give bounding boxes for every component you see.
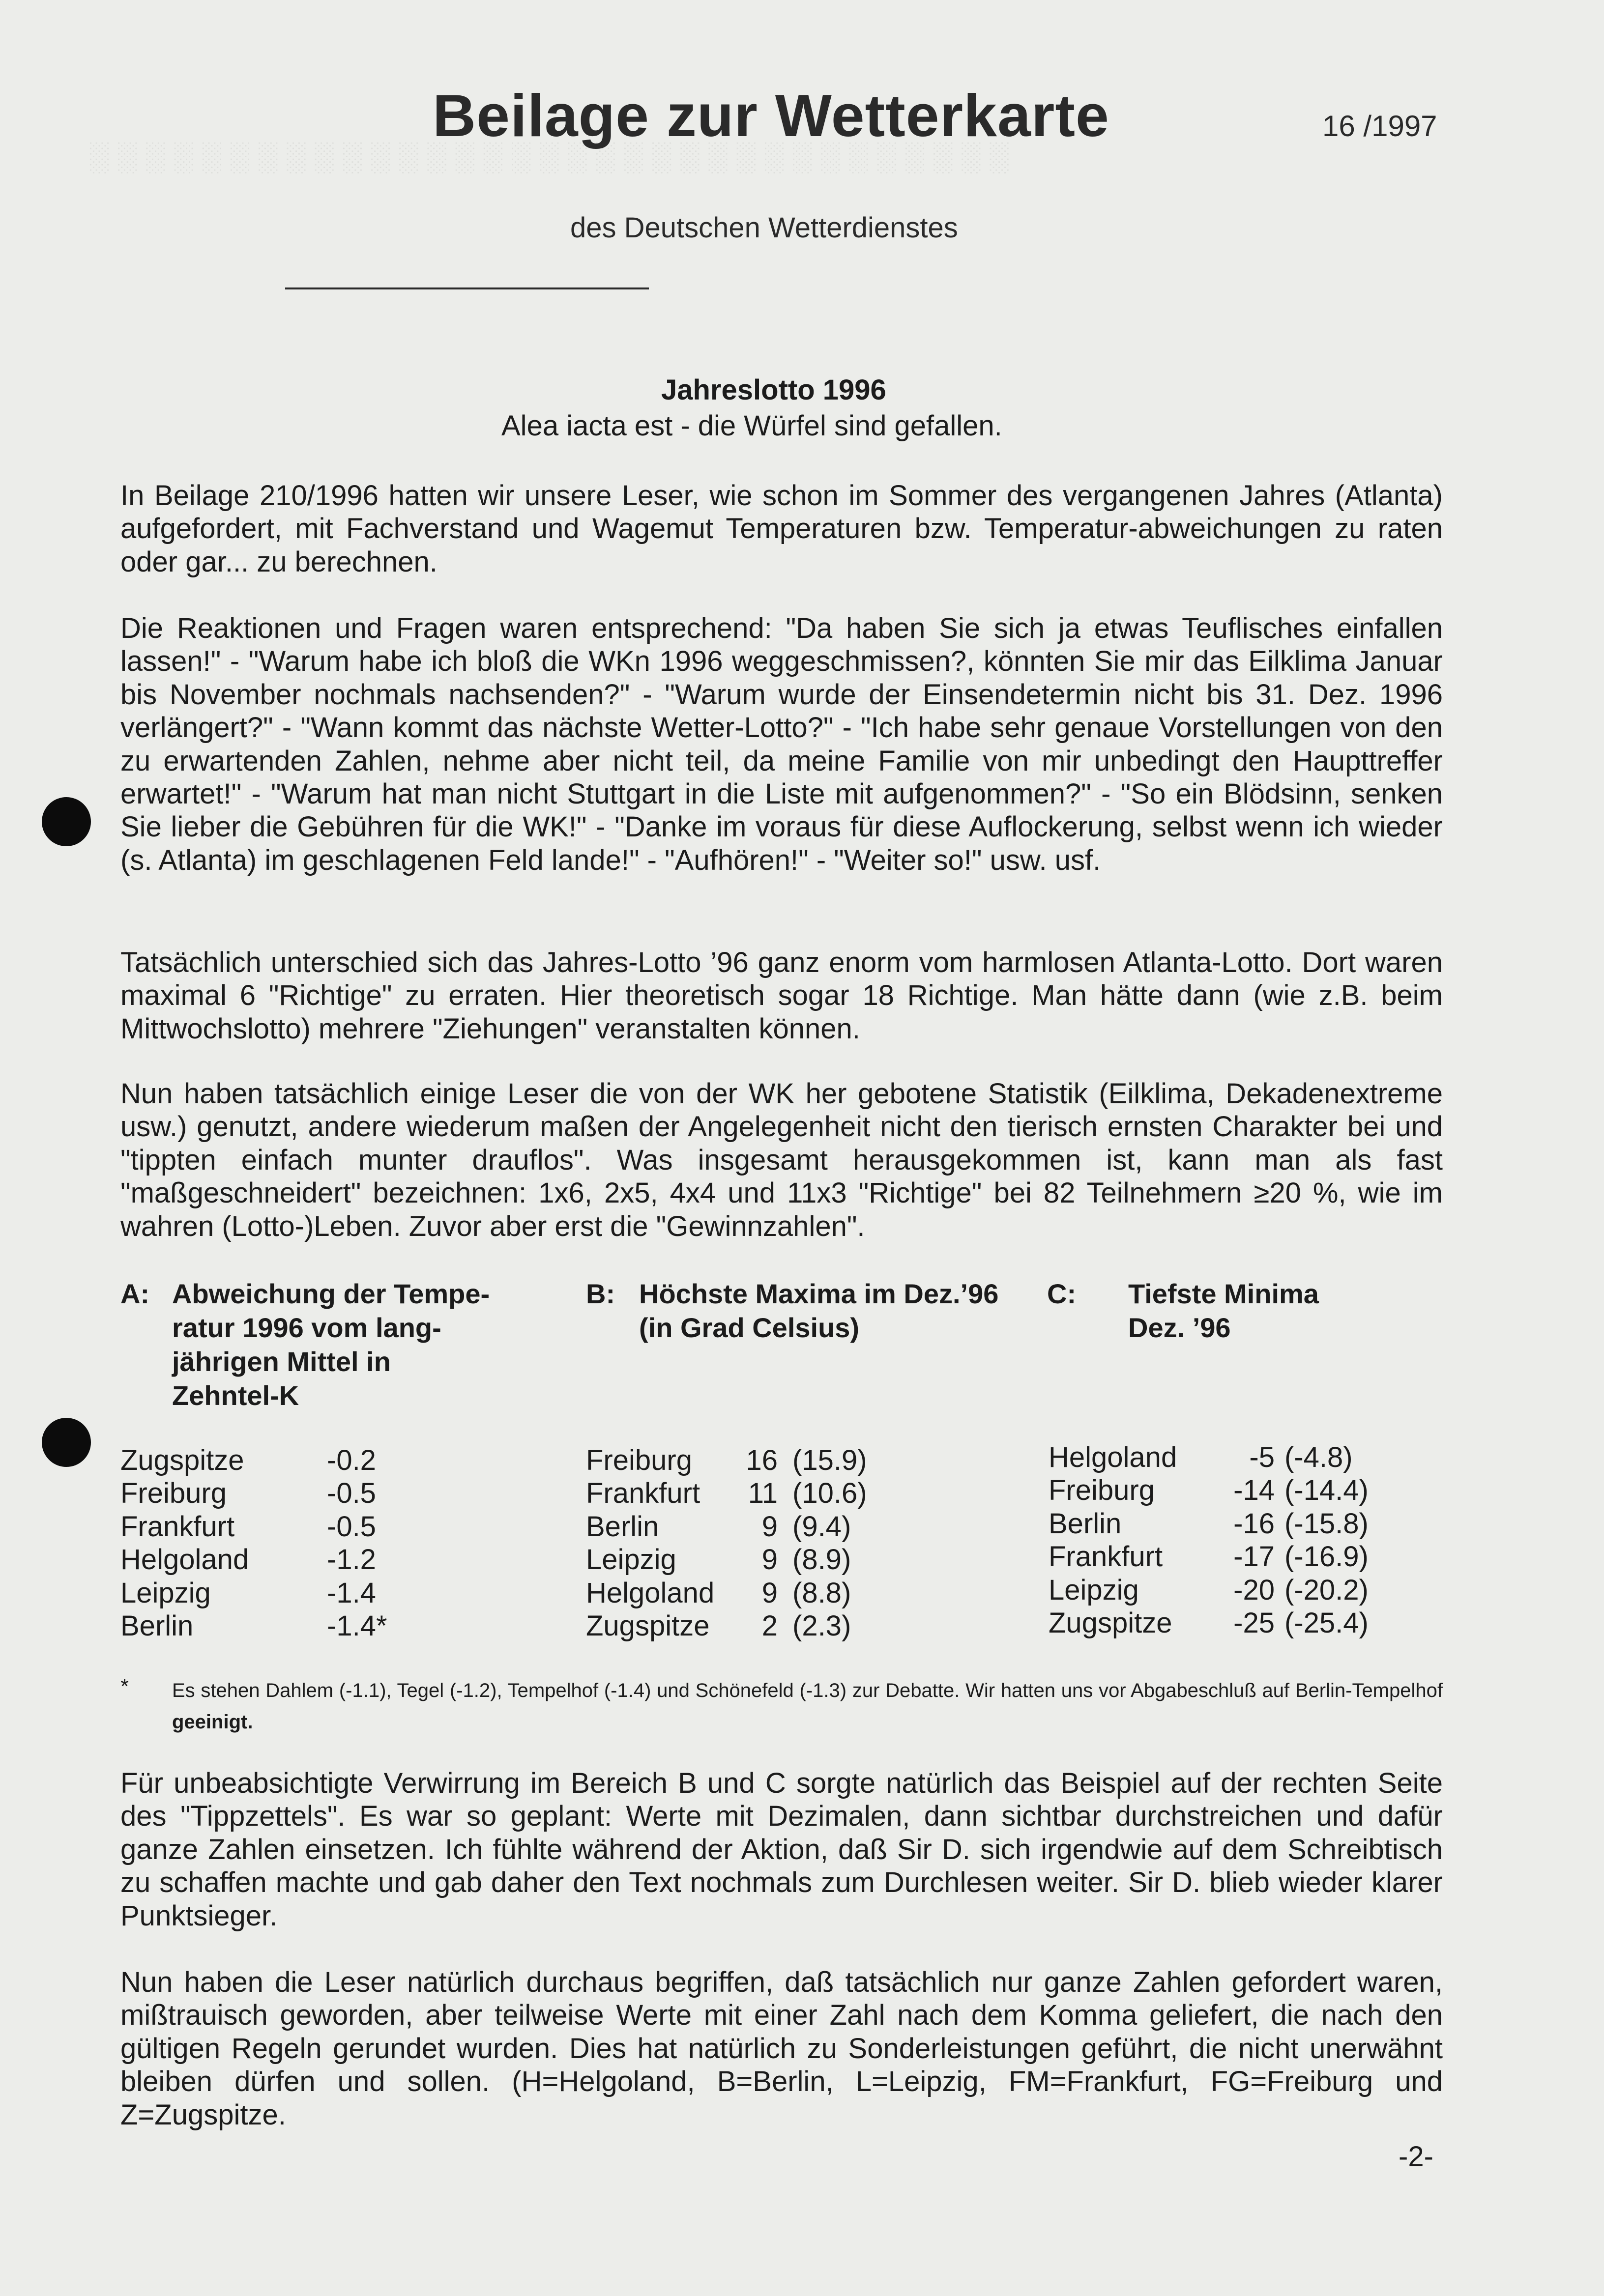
- station-name: Freiburg: [120, 1477, 227, 1510]
- table-a-title-line: Abweichung der Tempe-: [172, 1278, 490, 1309]
- table-row: [1049, 1474, 1369, 1507]
- table-b-title-line: (in Grad Celsius): [639, 1312, 860, 1343]
- station-name: Helgoland: [120, 1544, 249, 1576]
- footnote-marker: *: [120, 1674, 129, 1698]
- table-b-title: [639, 1277, 1072, 1345]
- article-tagline: Alea iacta est - die Würfel sind gefallen.: [501, 410, 1002, 442]
- table-row: [586, 1477, 867, 1510]
- table-row: [120, 1577, 387, 1609]
- table-a-title-line: ratur 1996 vom lang-: [172, 1312, 441, 1343]
- deviation-value: -1.2: [327, 1544, 376, 1576]
- footnote-bold: geeinigt.: [172, 1711, 253, 1733]
- table-row: [586, 1543, 867, 1576]
- table-a-body: [120, 1444, 387, 1642]
- table-row: [1049, 1540, 1369, 1573]
- page-title: Beilage zur Wetterkarte: [433, 82, 1109, 149]
- rounded-value: -14: [1233, 1474, 1275, 1507]
- rounded-value: -25: [1233, 1607, 1275, 1639]
- rounded-value: 9: [761, 1544, 778, 1576]
- table-row: [586, 1510, 867, 1543]
- show-through-texture: ░ ░ ░ ░ ░ ░ ░ ░ ░ ░ ░ ░ ░ ░ ░ ░ ░ ░ ░ ░ ░ ░ ░ ░ ░ ░ ░ ░ ░ ░ ░ ░ ░: [88, 141, 1009, 172]
- station-name: Zugspitze: [1049, 1607, 1172, 1639]
- table-b-body: [586, 1444, 867, 1642]
- rounded-value: -16: [1233, 1507, 1275, 1540]
- deviation-value: -0.5: [327, 1477, 376, 1510]
- footnote-text: [172, 1675, 1443, 1738]
- station-name: Frankfurt: [120, 1510, 235, 1543]
- rounded-value: 9: [761, 1577, 778, 1609]
- exact-value: (-15.8): [1284, 1507, 1369, 1540]
- deviation-value: -0.5: [327, 1510, 376, 1543]
- deviation-value: -1.4*: [327, 1610, 387, 1642]
- table-row: [1049, 1607, 1369, 1639]
- exact-value: (8.8): [792, 1577, 851, 1609]
- table-row: [1049, 1574, 1369, 1607]
- table-row: [586, 1444, 867, 1477]
- paragraph-reactions: Die Reaktionen und Fragen waren entsprechend: "Da haben Sie sich ja etwas Teuflisches einfallen lassen!" - "Warum habe ich bloß die WKn 1996 weggeschmissen?, könnten Sie mir das Eilklima Januar bis November nochmals nachsenden?" - "Warum wurde der Einsendetermin nicht bis 31. Dez. 1996 verlängert?" - "Wann kommt das nächste Wetter-Lotto?" - "Ich habe sehr genaue Vorstellungen von den zu erwartenden Zahlen, nehme aber nicht teil, da meine Familie von mir unbedingt den Haupttreffer erwartet!" - "Warum hat man nicht Stuttgart in die Liste mit aufgenommen?" - "So ein Blödsinn, senken Sie lieber die Gebühren für die WK!" - "Danke im voraus für diese Auflockerung, selbst wenn ich wieder (s. Atlanta) im geschlagenen Feld lande!" - "Aufhören!" - "Weiter so!" usw. usf.: [120, 612, 1443, 876]
- article-heading: Jahreslotto 1996: [661, 374, 886, 406]
- rounded-value: -20: [1233, 1574, 1275, 1606]
- table-row: [120, 1444, 387, 1477]
- table-a-title: [172, 1277, 546, 1412]
- exact-value: (2.3): [792, 1610, 851, 1642]
- rounded-value: 11: [748, 1477, 778, 1510]
- table-c-title: [1128, 1277, 1423, 1345]
- table-a-title-line: Zehntel-K: [172, 1380, 299, 1411]
- page-number: -2-: [1399, 2141, 1433, 2173]
- station-name: Freiburg: [1049, 1474, 1155, 1507]
- station-name: Helgoland: [586, 1577, 715, 1609]
- table-a-letter: A:: [120, 1278, 150, 1309]
- station-name: Frankfurt: [1049, 1541, 1163, 1573]
- exact-value: (9.4): [792, 1510, 851, 1543]
- table-row: [586, 1609, 867, 1642]
- table-row: [120, 1543, 387, 1576]
- station-name: Helgoland: [1049, 1441, 1177, 1473]
- table-b-letter: B:: [586, 1278, 615, 1309]
- exact-value: (-14.4): [1284, 1474, 1369, 1507]
- publisher-subtitle: des Deutschen Wetterdienstes: [570, 212, 958, 244]
- paragraph-intro: In Beilage 210/1996 hatten wir unsere Leser, wie schon im Sommer des vergangenen Jahres (Atlanta) aufgefordert, mit Fachverstand und Wagemut Temperaturen bzw. Temperatur-abweichungen zu raten oder gar... zu berechnen.: [120, 480, 1443, 578]
- paragraph-confusion: Für unbeabsichtigte Verwirrung im Bereich B und C sorgte natürlich das Beispiel auf der rechten Seite des "Tippzettels". Es war so geplant: Werte mit Dezimalen, dann sichtbar durchstreichen und dafür ganze Zahlen einsetzen. Ich fühlte während der Aktion, daß Sir D. sich irgendwie auf dem Schreibtisch zu schaffen machte und gab daher den Text nochmals zum Durchlesen weiter. Sir D. blieb wieder klarer Punktsieger.: [120, 1767, 1443, 1932]
- station-name: Berlin: [120, 1610, 194, 1642]
- table-c-title-line: Tiefste Minima: [1128, 1278, 1319, 1309]
- rounded-value: 2: [761, 1610, 778, 1642]
- exact-value: (15.9): [792, 1444, 867, 1476]
- station-name: Leipzig: [586, 1544, 676, 1576]
- table-c-title-line: Dez. ’96: [1128, 1312, 1231, 1343]
- deviation-value: -1.4: [327, 1577, 376, 1609]
- exact-value: (10.6): [792, 1477, 867, 1510]
- table-row: [120, 1510, 387, 1543]
- header-divider: [285, 287, 644, 289]
- station-name: Leipzig: [120, 1577, 211, 1609]
- paragraph-rounding: Nun haben die Leser natürlich durchaus begriffen, daß tatsächlich nur ganze Zahlen gefordert waren, mißtrauisch geworden, aber teilweise Werte mit einer Zahl nach dem Komma geliefert, die nach den gültigen Regeln gerundet wurden. Dies hat natürlich zu Sonderleistungen geführt, die nicht unerwähnt bleiben dürfen und sollen. (H=Helgoland, B=Berlin, L=Leipzig, FM=Frankfurt, FG=Freiburg und Z=Zugspitze.: [120, 1966, 1443, 2131]
- rounded-value: -5: [1249, 1441, 1275, 1473]
- deviation-value: -0.2: [327, 1444, 376, 1476]
- station-name: Zugspitze: [120, 1444, 244, 1476]
- station-name: Frankfurt: [586, 1477, 700, 1510]
- exact-value: (-25.4): [1284, 1607, 1369, 1639]
- table-row: [120, 1477, 387, 1510]
- table-c-letter: C:: [1047, 1278, 1077, 1309]
- rounded-value: 16: [746, 1444, 778, 1476]
- station-name: Freiburg: [586, 1444, 692, 1476]
- exact-value: (8.9): [792, 1544, 851, 1576]
- table-c-body: [1049, 1441, 1369, 1639]
- issue-number: 16 /1997: [1322, 110, 1437, 143]
- table-b-title-line: Höchste Maxima im Dez.’96: [639, 1278, 999, 1309]
- exact-value: (-16.9): [1284, 1541, 1369, 1573]
- table-row: [1049, 1441, 1369, 1474]
- station-name: Berlin: [586, 1510, 659, 1543]
- punch-hole-lower: [42, 1418, 91, 1467]
- header-divider-end: [634, 287, 649, 289]
- table-a-title-line: jährigen Mittel in: [172, 1346, 391, 1377]
- rounded-value: 9: [761, 1510, 778, 1543]
- paragraph-results: Nun haben tatsächlich einige Leser die von der WK her gebotene Statistik (Eilklima, Dekadenextreme usw.) genutzt, andere wiederum maßen der Angelegenheit nicht den tierisch ernsten Charakter bei und "tippten einfach munter drauflos". Was insgesamt herausgekommen ist, kann man als fast "maßgeschneidert" bezeichnen: 1x6, 2x5, 4x4 und 11x3 "Richtige" bei 82 Teilnehmern ≥20 %, wie im wahren (Lotto-)Leben. Zuvor aber erst die "Gewinnzahlen".: [120, 1078, 1443, 1242]
- punch-hole-upper: [42, 797, 91, 846]
- footnote-body: Es stehen Dahlem (-1.1), Tegel (-1.2), Tempelhof (-1.4) und Schönefeld (-1.3) zur Debatte. Wir hatten uns vor Abgabeschluß auf Berlin-Tempelhof: [172, 1680, 1443, 1701]
- exact-value: (-4.8): [1284, 1441, 1353, 1473]
- rounded-value: -17: [1233, 1541, 1275, 1573]
- table-row: [586, 1577, 867, 1609]
- table-row: [120, 1609, 387, 1642]
- station-name: Berlin: [1049, 1507, 1122, 1540]
- station-name: Zugspitze: [586, 1610, 710, 1642]
- station-name: Leipzig: [1049, 1574, 1139, 1606]
- paragraph-comparison: Tatsächlich unterschied sich das Jahres-Lotto ’96 ganz enorm vom harmlosen Atlanta-Lotto. Dort waren maximal 6 "Richtige" zu erraten. Hier theoretisch sogar 18 Richtige. Man hätte dann (wie z.B. beim Mittwochslotto) mehrere "Ziehungen" veranstalten können.: [120, 947, 1443, 1045]
- table-row: [1049, 1507, 1369, 1540]
- exact-value: (-20.2): [1284, 1574, 1369, 1606]
